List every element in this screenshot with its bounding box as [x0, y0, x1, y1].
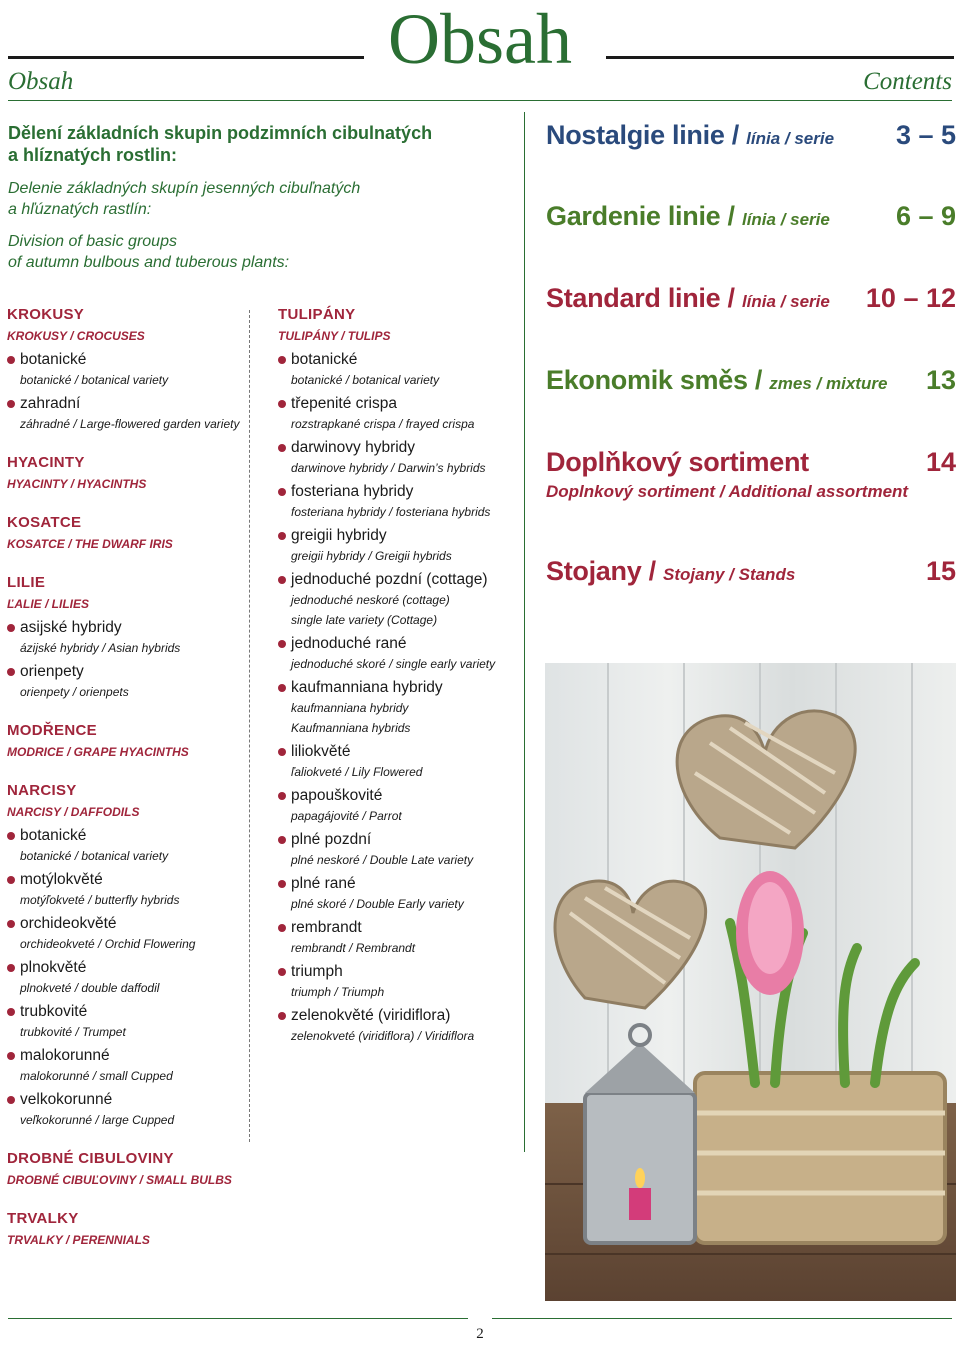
subtitle-right: Contents [863, 68, 952, 95]
toc-entry-name: Stojany [546, 556, 642, 586]
toc-entry-ekonomik[interactable]: Ekonomik směs / zmes / mixture 13 [546, 365, 956, 395]
list-item-sub: kaufmanniana hybridy [291, 701, 409, 715]
list-item-sub: ľaliokveté / Lily Flowered [291, 765, 423, 779]
toc-entry-suffix: Stojany / Stands [663, 565, 796, 584]
list-item-sub: Kaufmanniana hybrids [291, 721, 411, 735]
intro-cz-line1: Dělení základních skupin podzimních cibulnatých [8, 123, 433, 143]
decorative-photo [545, 663, 956, 1301]
bullet-icon [278, 356, 286, 364]
toc-entry-standard[interactable]: Standard linie / línia / serie 10 – 12 [546, 283, 956, 313]
list-item-sub: jednoduché neskoré (cottage) [291, 593, 450, 607]
list-item: plné rané [278, 874, 518, 893]
list-item-sub: papagájovité / Parrot [291, 809, 402, 823]
category-title: HYACINTY [7, 454, 85, 471]
column-divider [524, 112, 525, 1152]
toc-page-number: 15 [925, 556, 956, 586]
toc-entry-suffix: línia / serie [746, 129, 835, 148]
category-subtitle: TULIPÁNY / TULIPS [278, 329, 391, 343]
list-item: jednoduché rané [278, 634, 518, 653]
category-title: KOSATCE [7, 514, 82, 531]
list-item-sub: plné skoré / Double Early variety [291, 897, 464, 911]
list-item: triumph [278, 962, 518, 981]
toc-entry-name: Gardenie linie [546, 201, 721, 231]
dashed-separator [249, 310, 250, 1142]
list-item: darwinovy hybridy [278, 438, 518, 457]
list-item-sub: fosteriana hybridy / fosteriana hybrids [291, 505, 491, 519]
list-item: motýlokvěté [7, 870, 247, 889]
intro-en-line1: Division of basic groups [8, 233, 177, 250]
list-item-sub: ázijské hybridy / Asian hybrids [20, 641, 181, 655]
list-item-sub: zelenokveté (viridiflora) / Viridiflora [291, 1029, 475, 1043]
list-item-sub: motýľokveté / butterfly hybrids [20, 893, 180, 907]
still-life-illustration [545, 663, 956, 1301]
list-item-sub: veľkokorunné / large Cupped [20, 1113, 175, 1127]
bullet-icon [278, 880, 286, 888]
list-item-sub: triumph / Triumph [291, 985, 385, 999]
list-item: plné pozdní [278, 830, 518, 849]
list-item-sub: plnokveté / double daffodil [20, 981, 160, 995]
bullet-icon [278, 532, 286, 540]
intro-sk-line1: Delenie základných skupín jesenných cibuľnatých [8, 180, 361, 197]
list-item: trubkovité [7, 1002, 247, 1021]
toc-page-number: 10 – 12 [865, 283, 956, 313]
bullet-icon [7, 668, 15, 676]
list-item: zelenokvěté (viridiflora) [278, 1006, 518, 1025]
list-item: rembrandt [278, 918, 518, 937]
toc-entry-suffix: zmes / mixture [769, 374, 888, 393]
list-item: liliokvěté [278, 742, 518, 761]
toc-entry-name: Ekonomik směs [546, 365, 748, 395]
bullet-icon [278, 836, 286, 844]
toc-entry-nostalgie[interactable]: Nostalgie linie / línia / serie 3 – 5 [546, 120, 956, 150]
list-item: malokorunné [7, 1046, 247, 1065]
list-item-sub: botanické / botanical variety [291, 373, 440, 387]
bullet-icon [278, 488, 286, 496]
list-item-sub: plné neskoré / Double Late variety [291, 853, 474, 867]
list-item: orchideokvěté [7, 914, 247, 933]
bullet-icon [278, 576, 286, 584]
toc-entry-gardenie[interactable]: Gardenie linie / línia / serie 6 – 9 [546, 201, 956, 231]
list-item: botanické [278, 350, 518, 369]
list-item: fosteriana hybridy [278, 482, 518, 501]
page-number: 2 [476, 1326, 484, 1342]
list-item-sub: botanické / botanical variety [20, 849, 169, 863]
list-item-sub: single late variety (Cottage) [291, 613, 438, 627]
list-item-sub: malokorunné / small Cupped [20, 1069, 173, 1083]
bullet-icon [7, 832, 15, 840]
list-item-sub: greigii hybridy / Greigii hybrids [291, 549, 452, 563]
list-item-sub: orchideokveté / Orchid Flowering [20, 937, 196, 951]
list-item: velkokorunné [7, 1090, 247, 1109]
toc-entry-name: Standard linie [546, 283, 721, 313]
bullet-icon [278, 968, 286, 976]
left-column [7, 306, 247, 1248]
bullet-icon [278, 924, 286, 932]
bullet-icon [7, 624, 15, 632]
header-divider [8, 100, 952, 101]
bullet-icon [7, 1052, 15, 1060]
bullet-icon [278, 748, 286, 756]
bullet-icon [7, 964, 15, 972]
category-subtitle: KROKUSY / CROCUSES [7, 329, 145, 343]
list-item-sub: jednoduché skoré / single early variety [291, 657, 496, 671]
bullet-icon [278, 444, 286, 452]
category-subtitle: KOSATCE / THE DWARF IRIS [7, 537, 173, 551]
list-item-sub: záhradné / Large-flowered garden variety [20, 417, 240, 431]
wicker-basket [695, 1073, 945, 1243]
toc-page-number: 14 [925, 447, 956, 477]
toc-page-number: 13 [925, 365, 956, 395]
list-item: kaufmanniana hybridy [278, 678, 518, 697]
list-item: botanické [7, 826, 247, 845]
category-title: DROBNÉ CIBULOVINY [7, 1150, 174, 1167]
list-item: zahradní [7, 394, 247, 413]
wicker-heart [555, 881, 706, 1008]
toc-entry-name: Nostalgie linie [546, 120, 725, 150]
intro-cz-line2: a hlíznatých rostlin: [8, 145, 178, 165]
category-title: TRVALKY [7, 1210, 79, 1227]
toc-entry-suffix: línia / serie [741, 292, 830, 311]
list-item: třepenité crispa [278, 394, 518, 413]
bullet-icon [7, 1008, 15, 1016]
list-item: jednoduché pozdní (cottage) [278, 570, 518, 589]
list-item: plnokvěté [7, 958, 247, 977]
bullet-icon [278, 400, 286, 408]
category-subtitle: DROBNÉ CIBUĽOVINY / SMALL BULBS [7, 1173, 232, 1187]
subtitle-left: Obsah [8, 68, 74, 95]
toc-page-number: 3 – 5 [895, 120, 956, 150]
list-item: asijské hybridy [7, 618, 247, 637]
category-title: LILIE [7, 574, 46, 591]
intro-en-line2: of autumn bulbous and tuberous plants: [8, 254, 290, 271]
bullet-icon [278, 1012, 286, 1020]
toc-entry-doplnkovy[interactable] [546, 447, 956, 502]
list-item-sub: botanické / botanical variety [20, 373, 169, 387]
list-item-sub: darwinove hybridy / Darwin’s hybrids [291, 461, 486, 475]
list-item: botanické [7, 350, 247, 369]
category-title: NARCISY [7, 782, 77, 799]
toc-entry-suffix: línia / serie [741, 210, 830, 229]
bullet-icon [7, 356, 15, 364]
list-item-sub: orienpety / orienpets [20, 685, 129, 699]
list-item: orienpety [7, 662, 247, 681]
category-subtitle: HYACINTY / HYACINTHS [7, 477, 147, 491]
list-item: greigii hybridy [278, 526, 518, 545]
tulip-column [278, 306, 518, 1044]
toc-entry-stojany[interactable]: Stojany / Stojany / Stands 15 [546, 556, 956, 586]
bullet-icon [278, 640, 286, 648]
category-subtitle: TRVALKY / PERENNIALS [7, 1233, 150, 1247]
category-title: KROKUSY [7, 306, 85, 323]
intro-sk-line2: a hľúznatých rastlín: [8, 201, 152, 218]
bullet-icon [7, 1096, 15, 1104]
list-item-sub: rozstrapkané crispa / frayed crispa [291, 417, 475, 431]
bullet-icon [7, 400, 15, 408]
bullet-icon [7, 876, 15, 884]
bullet-icon [7, 920, 15, 928]
toc-page-number: 6 – 9 [895, 201, 956, 231]
list-item-sub: rembrandt / Rembrandt [291, 941, 416, 955]
toc-entry-name: Doplňkový sortiment [546, 447, 809, 477]
category-subtitle: NARCISY / DAFFODILS [7, 805, 140, 819]
category-subtitle: ĽALIE / LILIES [7, 597, 90, 611]
category-subtitle: MODRICE / GRAPE HYACINTHS [7, 745, 189, 759]
bullet-icon [278, 684, 286, 692]
intro-block [8, 122, 508, 273]
toc-entry-subtitle: Doplnkový sortiment / Additional assortment [546, 482, 909, 501]
list-item-sub: trubkovité / Trumpet [20, 1025, 126, 1039]
category-title: TULIPÁNY [278, 306, 356, 323]
page-title: Obsah [388, 0, 572, 79]
bullet-icon [278, 792, 286, 800]
category-title: MODŘENCE [7, 722, 97, 739]
list-item: papouškovité [278, 786, 518, 805]
